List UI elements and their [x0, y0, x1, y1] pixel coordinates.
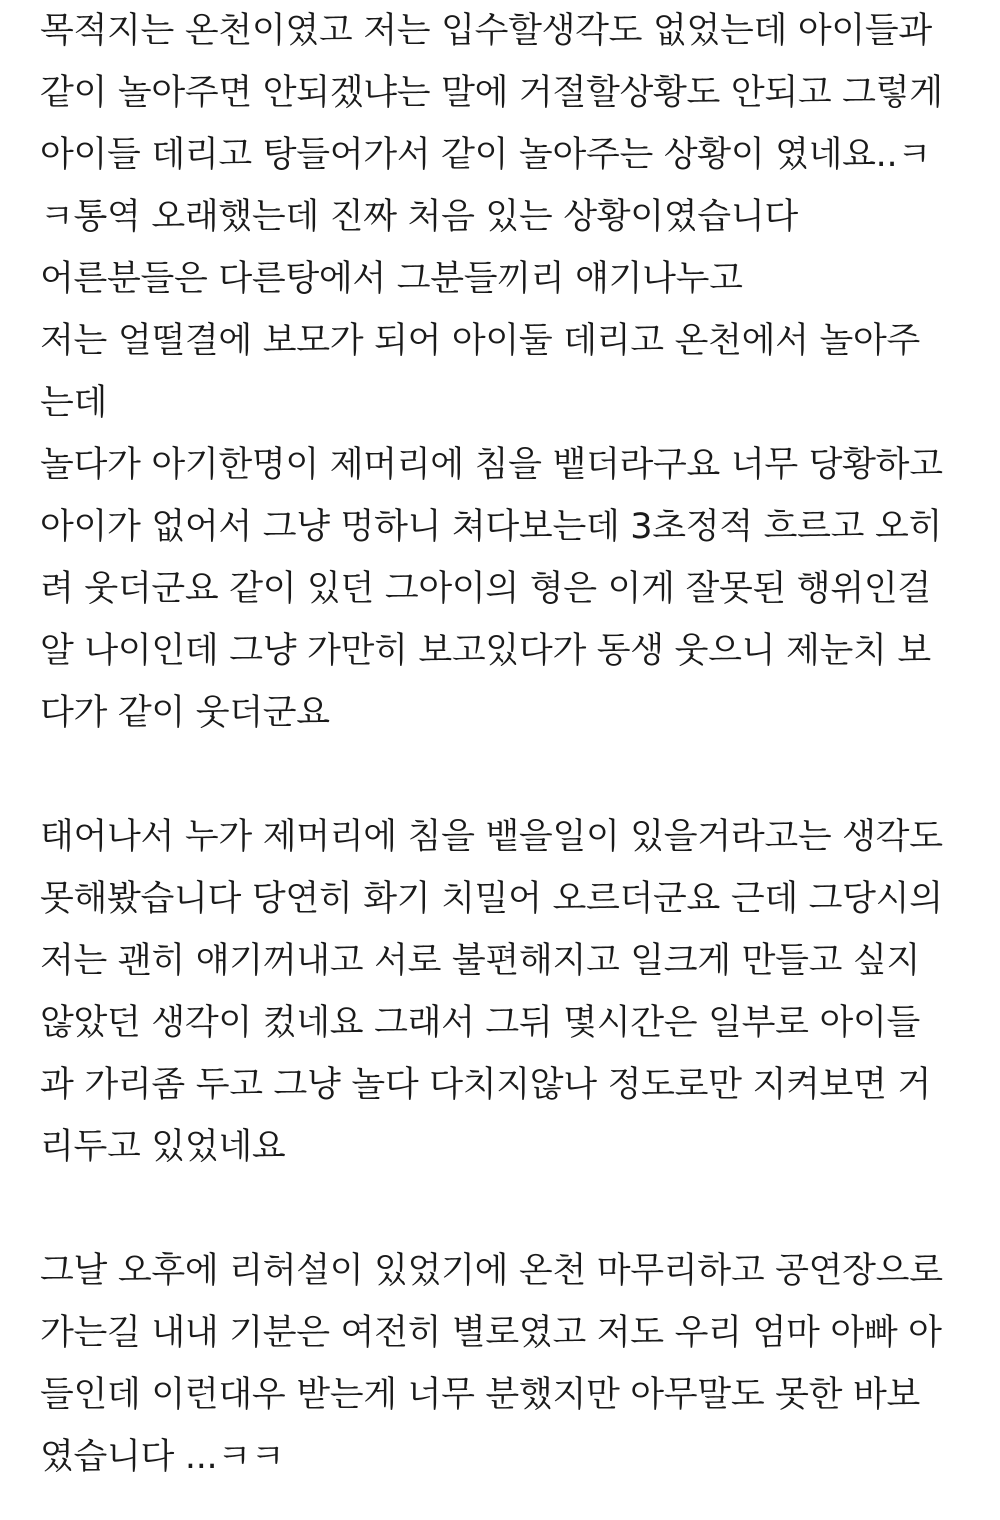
text-line: 아이들 데리고 탕들어가서 같이 놀아주는 상황이 였네요..ㅋ — [40, 135, 931, 175]
text-line: 못해봤습니다 당연히 화기 치밀어 오르더군요 근데 그당시의 — [40, 879, 943, 919]
text-line: 그날 오후에 리허설이 있었기에 온천 마무리하고 공연장으로 — [40, 1251, 943, 1291]
text-line: 다가 같이 웃더군요 — [40, 693, 330, 733]
paragraph-2 — [40, 806, 970, 1178]
text-line: 않았던 생각이 컸네요 그래서 그뒤 몇시간은 일부로 아이들 — [40, 1003, 921, 1043]
text-line: ㅋ통역 오래했는데 진짜 처음 있는 상황이였습니다 — [40, 197, 798, 237]
text-line: 가는길 내내 기분은 여전히 별로였고 저도 우리 엄마 아빠 아 — [40, 1313, 942, 1353]
text-line: 려 웃더군요 같이 있던 그아이의 형은 이게 잘못된 행위인걸 — [40, 569, 931, 609]
paragraph-1 — [40, 0, 970, 744]
paragraph-3 — [40, 1240, 970, 1488]
text-line: 저는 괜히 얘기꺼내고 서로 불편해지고 일크게 만들고 싶지 — [40, 941, 921, 981]
text-line: 어른분들은 다른탕에서 그분들끼리 얘기나누고 — [40, 259, 743, 299]
article-body — [40, 0, 970, 1488]
text-line: 목적지는 온천이였고 저는 입수할생각도 없었는데 아이들과 — [40, 11, 932, 51]
text-line: 아이가 없어서 그냥 멍하니 쳐다보는데 3초정적 흐르고 오히 — [40, 507, 942, 547]
text-line: 같이 놀아주면 안되겠냐는 말에 거절할상황도 안되고 그렇게 — [40, 73, 943, 113]
text-line: 알 나이인데 그냥 가만히 보고있다가 동생 웃으니 제눈치 보 — [40, 631, 931, 671]
text-line: 였습니다 ...ㅋㅋ — [40, 1437, 285, 1477]
text-line: 놀다가 아기한명이 제머리에 침을 뱉더라구요 너무 당황하고 — [40, 445, 943, 485]
text-line: 는데 — [40, 383, 108, 423]
text-line: 태어나서 누가 제머리에 침을 뱉을일이 있을거라고는 생각도 — [40, 817, 943, 857]
text-line: 과 가리좀 두고 그냥 놀다 다치지않나 정도로만 지켜보면 거 — [40, 1065, 931, 1105]
text-line: 리두고 있었네요 — [40, 1127, 286, 1167]
text-line: 저는 얼떨결에 보모가 되어 아이둘 데리고 온천에서 놀아주 — [40, 321, 921, 361]
text-line: 들인데 이런대우 받는게 너무 분했지만 아무말도 못한 바보 — [40, 1375, 921, 1415]
